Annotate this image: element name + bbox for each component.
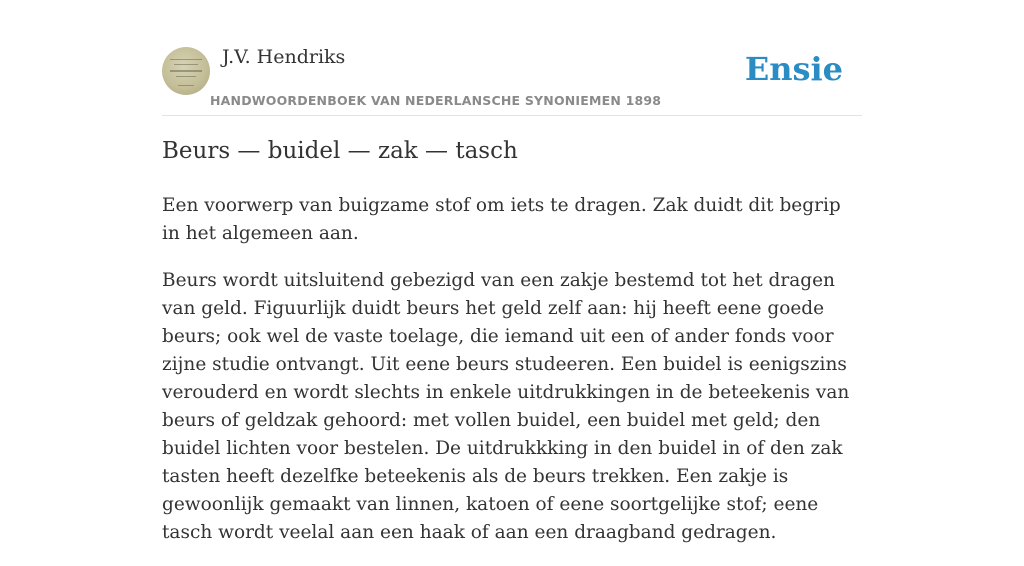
book-cover-icon[interactable] — [162, 47, 210, 95]
header — [162, 46, 862, 116]
source-title[interactable]: HANDWOORDENBOEK VAN NEDERLANSCHE SYNONIEMEN 1898 — [210, 93, 662, 108]
brand-logo[interactable]: Ensie — [744, 50, 843, 88]
entry-paragraph: Een voorwerp van buigzame stof om iets te dragen. Zak duidt dit begrip in het algemeen aan. — [162, 195, 841, 244]
entry-body — [162, 192, 862, 566]
entry-title: Beurs — buidel — zak — tasch — [162, 138, 518, 164]
entry-paragraph: Beurs wordt uitsluitend gebezigd van een zakje bestemd tot het dragen van geld. Figuurlijk duidt beurs het geld zelf aan: hij heeft eene goede beurs; ook wel de vaste toelage, die iemand uit een of ander fonds voor zijne studie ontvangt. Uit eene beurs studeeren. Een buidel is eenigszins verouderd en wordt slechts in enkele uitdrukkingen in de beteekenis van beurs of geldzak gehoord: met vollen buidel, een buidel met geld; den buidel lichten voor bestelen. De uitdrukkking in den buidel in of den zak tasten heeft dezelfke beteekenis als de beurs trekken. Een zakje is gewoonlijk gemaakt van linnen, katoen of eene soortgelijke stof; eene tasch wordt veelal aan een haak of aan een draagband gedragen. — [162, 270, 850, 543]
divider — [162, 115, 862, 116]
author-name[interactable]: J.V. Hendriks — [222, 46, 346, 68]
